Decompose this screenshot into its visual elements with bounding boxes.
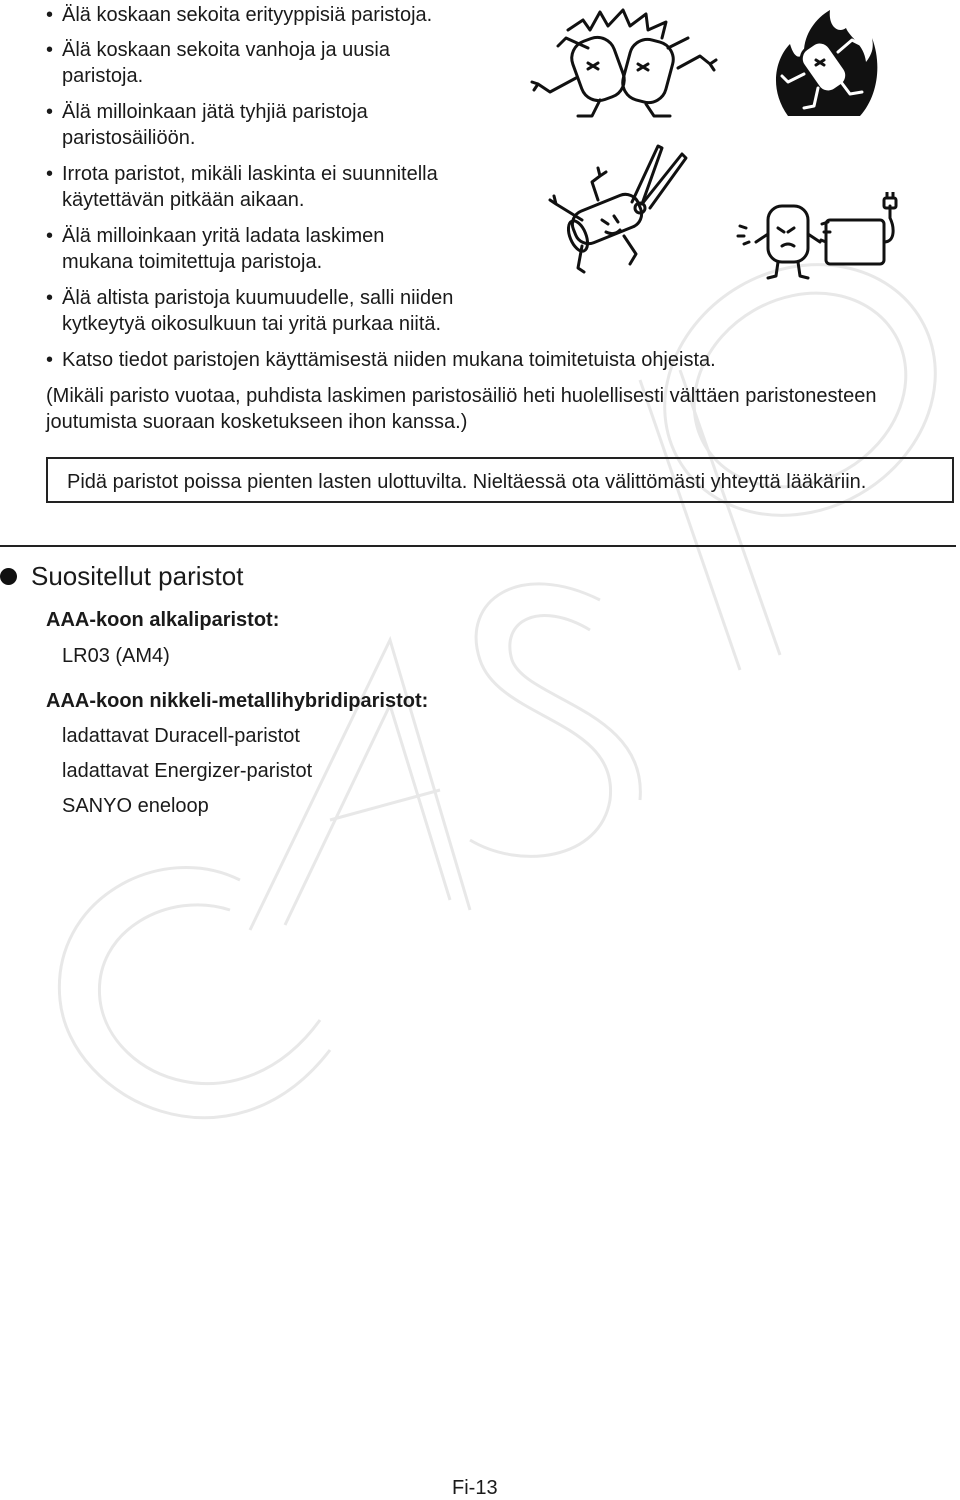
- bullet-marker: •: [46, 349, 54, 371]
- list-item-cont: paristosäiliöön.: [62, 127, 196, 149]
- battery-item: ladattavat Energizer-paristot: [62, 760, 313, 782]
- battery-item: LR03 (AM4): [62, 645, 170, 667]
- section-divider: [0, 545, 956, 547]
- list-item-cont: mukana toimitettuja paristoja.: [62, 251, 323, 273]
- leak-note-line: (Mikäli paristo vuotaa, puhdista laskimen paristosäiliö heti huolellisesti välttäen paristonesteen: [46, 385, 877, 407]
- list-item: Katso tiedot paristojen käyttämisestä niiden mukana toimitetuista ohjeista.: [62, 349, 716, 371]
- nimh-heading: AAA-koon nikkeli-metallihybridiparistot:: [46, 690, 429, 712]
- battery-item: ladattavat Duracell-paristot: [62, 725, 300, 747]
- bullet-marker: •: [46, 101, 54, 123]
- list-item-cont: kytkeytyä oikosulkuun tai yritä purkaa niitä.: [62, 313, 442, 335]
- child-safety-warning-text: Pidä paristot poissa pienten lasten ulottuvilta. Nieltäessä ota välittömästi yhteyttä lääkäriin.: [67, 471, 867, 493]
- list-item: Älä altista paristoja kuumuudelle, salli niiden: [62, 287, 454, 309]
- page-number: Fi-13: [452, 1477, 498, 1499]
- bullet-marker: •: [46, 225, 54, 247]
- bullet-marker: •: [46, 4, 54, 26]
- list-item: Irrota paristot, mikäli laskinta ei suunnitella: [62, 163, 438, 185]
- child-safety-warning-box: [46, 457, 954, 503]
- bullet-marker: •: [46, 39, 54, 61]
- list-item: Älä koskaan sekoita erityyppisiä paristoja.: [62, 4, 433, 26]
- battery-item: SANYO eneloop: [62, 795, 209, 817]
- list-item: Älä koskaan sekoita vanhoja ja uusia: [62, 39, 390, 61]
- list-item: Älä milloinkaan yritä ladata laskimen: [62, 225, 385, 247]
- list-item-cont: paristoja.: [62, 65, 144, 87]
- battery-disassembly-illustration: [542, 142, 690, 278]
- bullet-marker: •: [46, 287, 54, 309]
- battery-fire-illustration: [768, 8, 880, 120]
- battery-charging-illustration: [730, 192, 920, 282]
- list-item-cont: käytettävän pitkään aikaan.: [62, 189, 305, 211]
- section-bullet-icon: [0, 568, 17, 585]
- list-item: Älä milloinkaan jätä tyhjiä paristoja: [62, 101, 368, 123]
- bullet-marker: •: [46, 163, 54, 185]
- alkaline-heading: AAA-koon alkaliparistot:: [46, 609, 280, 631]
- leak-note-line: joutumista suoraan kosketukseen ihon kanssa.): [46, 411, 468, 433]
- mixed-batteries-illustration: [528, 8, 718, 120]
- section-title: Suositellut paristot: [31, 561, 244, 591]
